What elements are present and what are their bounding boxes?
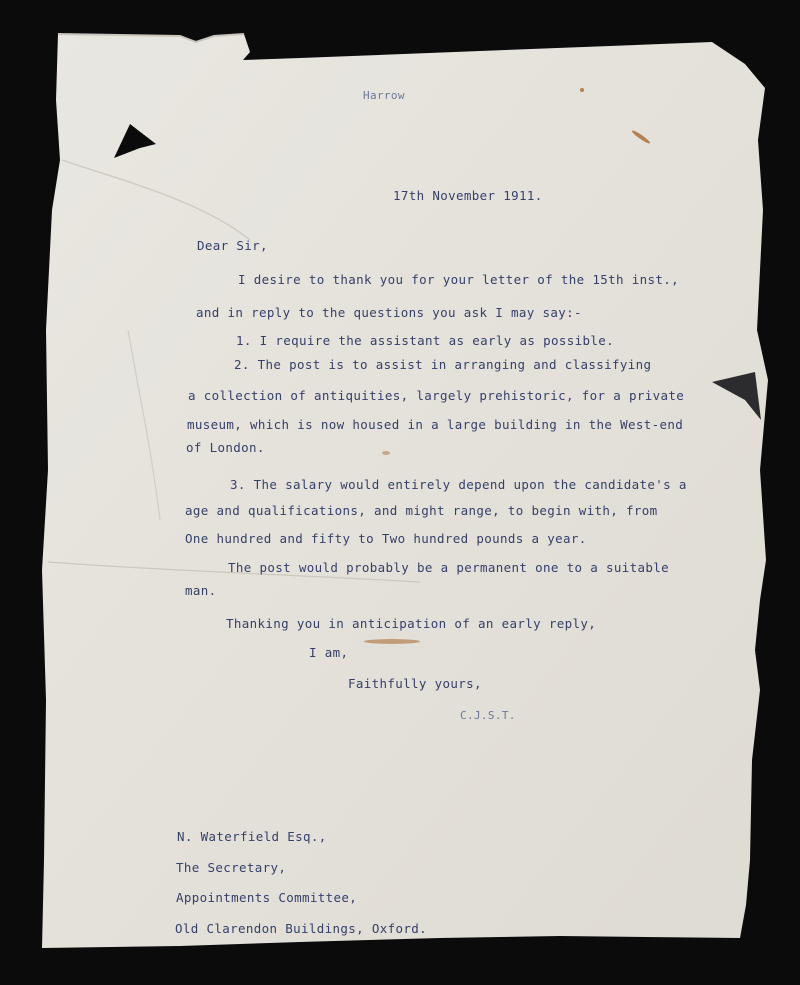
body-line: Thanking you in anticipation of an early reply, [226,616,597,631]
letter-place: Harrow [363,89,405,102]
body-line: museum, which is now housed in a large building in the West-end [187,417,684,432]
address-line: Appointments Committee, [176,890,358,905]
address-line: Old Clarendon Buildings, Oxford. [175,921,428,936]
letter-salutation: Dear Sir, [197,238,268,253]
body-line: and in reply to the questions you ask I may say:- [196,305,582,320]
closing-line: Faithfully yours, [348,676,482,691]
closing-line: I am, [309,645,349,660]
letter-date: 17th November 1911. [393,188,543,203]
body-line: age and qualifications, and might range, to begin with, from [185,503,658,518]
body-line: 2. The post is to assist in arranging and classifying [234,357,652,372]
body-line: The post would probably be a permanent one to a suitable [228,560,670,575]
body-line: I desire to thank you for your letter of the 15th inst., [238,272,680,287]
body-line: man. [185,583,217,598]
body-line: of London. [186,440,265,455]
signature-initials: C.J.S.T. [460,709,516,722]
address-line: The Secretary, [176,860,287,875]
body-line: One hundred and fifty to Two hundred pounds a year. [185,531,587,546]
body-line: 3. The salary would entirely depend upon the candidate's a [230,477,687,492]
body-line: 1. I require the assistant as early as possible. [236,333,615,348]
body-line: a collection of antiquities, largely prehistoric, for a private [188,388,685,403]
address-line: N. Waterfield Esq., [177,829,327,844]
